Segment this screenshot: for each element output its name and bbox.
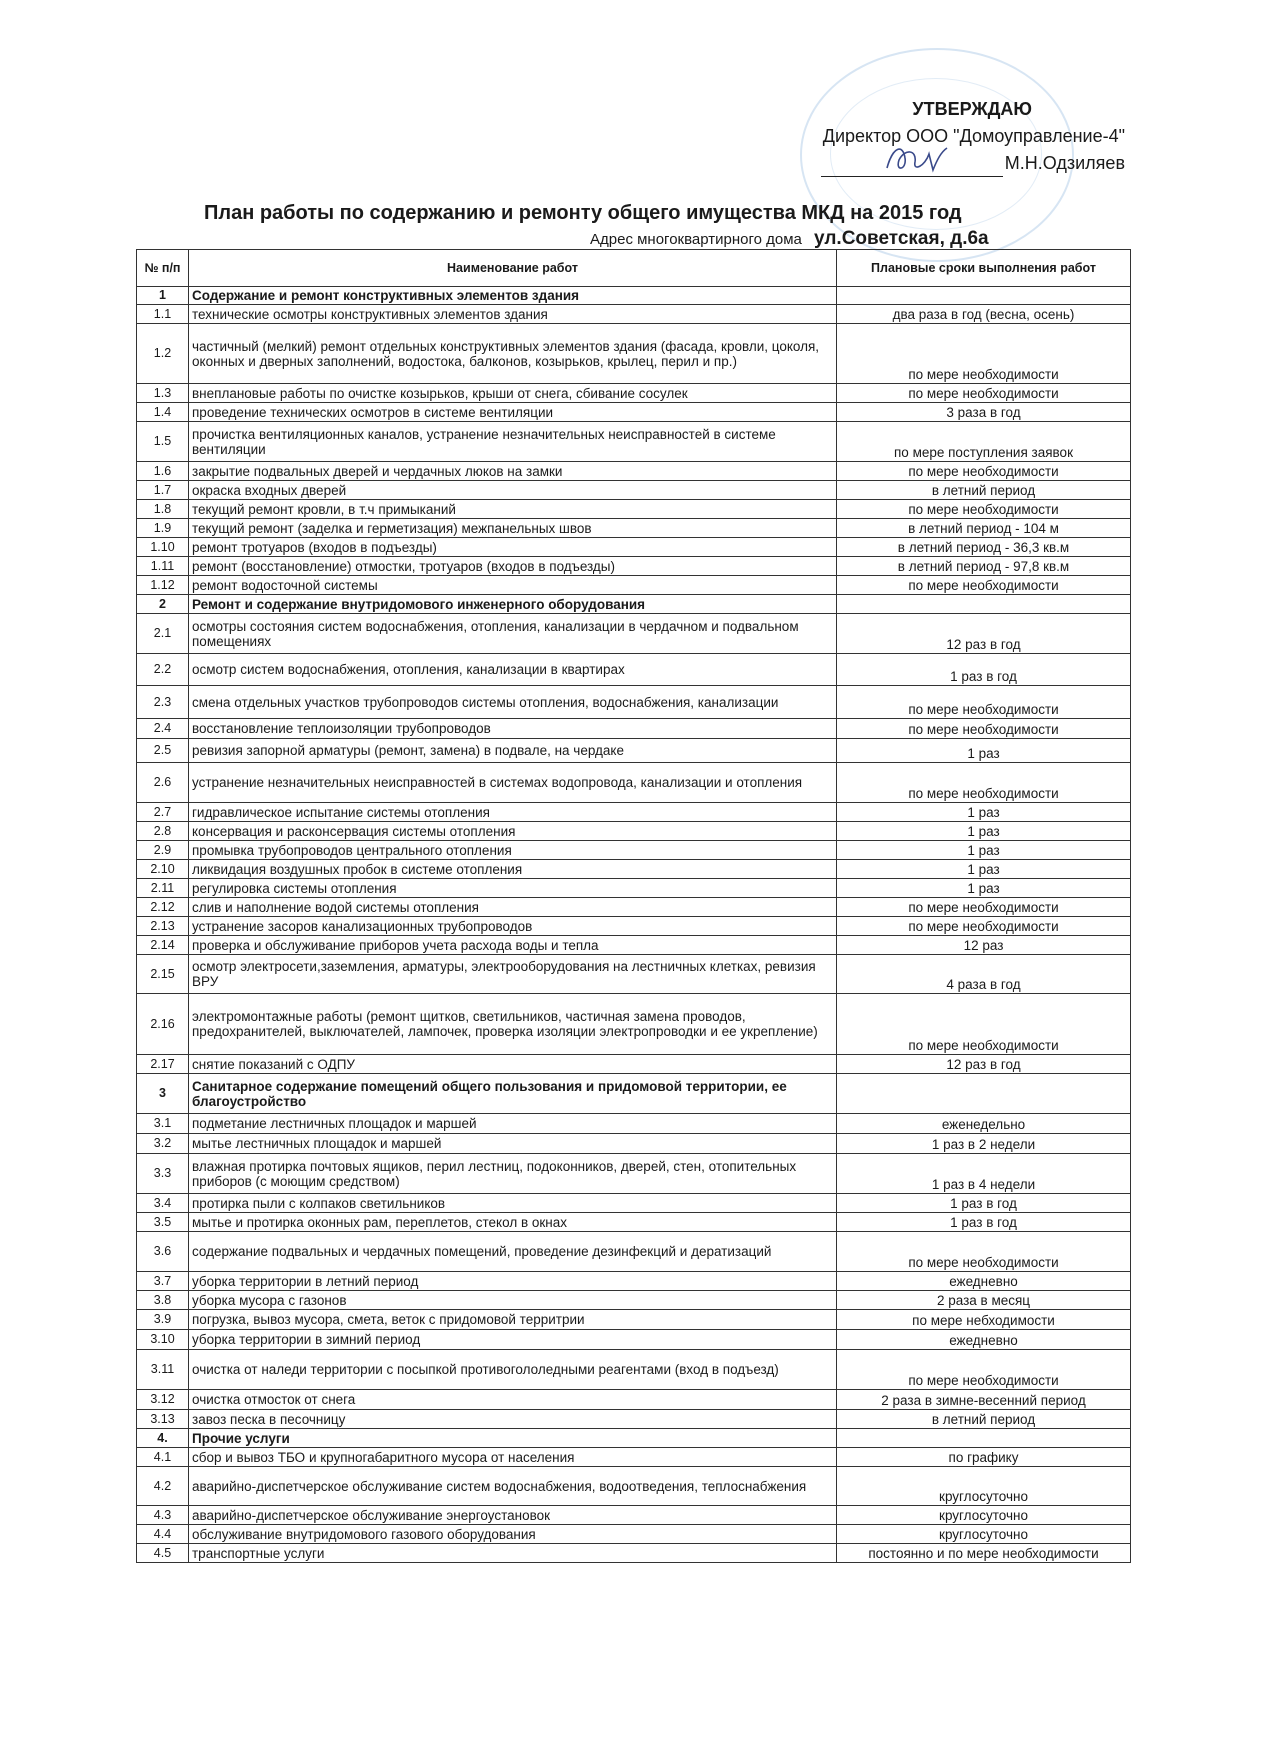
row-term: по мере небходимости	[837, 1310, 1131, 1330]
table-row	[137, 1350, 1131, 1390]
table-row	[137, 1134, 1131, 1154]
row-name: завоз песка в песочницу	[189, 1410, 837, 1429]
row-term: по мере необходимости	[837, 462, 1131, 481]
table-row	[137, 917, 1131, 936]
row-num: 4.4	[137, 1525, 189, 1544]
table-row	[137, 500, 1131, 519]
row-num: 1.8	[137, 500, 189, 519]
row-term: 12 раз в год	[837, 614, 1131, 654]
row-name: внеплановые работы по очистке козырьков, крыши от снега, сбивание сосулек	[189, 384, 837, 403]
row-term: круглосуточно	[837, 1525, 1131, 1544]
table-row	[137, 1390, 1131, 1410]
row-term: в летний период - 97,8 кв.м	[837, 557, 1131, 576]
row-name: проведение технических осмотров в системе вентиляции	[189, 403, 837, 422]
table-row	[137, 1272, 1131, 1291]
row-num: 2.9	[137, 841, 189, 860]
row-name: обслуживание внутридомового газового оборудования	[189, 1525, 837, 1544]
row-term: 1 раз	[837, 879, 1131, 898]
row-num: 3.13	[137, 1410, 189, 1429]
row-name: промывка трубопроводов центрального отопления	[189, 841, 837, 860]
row-name: частичный (мелкий) ремонт отдельных конструктивных элементов здания (фасада, кровли, цоколя, оконных и дверных заполнений, водостока, балконов, козырьков, крылец, перил и пр.)	[189, 324, 837, 384]
row-num: 1.2	[137, 324, 189, 384]
section-row	[137, 1429, 1131, 1448]
table-row	[137, 719, 1131, 739]
row-num: 1.10	[137, 538, 189, 557]
row-term: по мере необходимости	[837, 994, 1131, 1055]
table-row	[137, 538, 1131, 557]
table-row	[137, 803, 1131, 822]
row-name: аварийно-диспетчерское обслуживание систем водоснабжения, водоотведения, теплоснабжения	[189, 1467, 837, 1506]
row-num: 3.12	[137, 1390, 189, 1410]
table-row	[137, 1525, 1131, 1544]
header-num: № п/п	[137, 250, 189, 287]
row-name: ликвидация воздушных пробок в системе отопления	[189, 860, 837, 879]
row-name: уборка мусора с газонов	[189, 1291, 837, 1310]
row-name: уборка территории в летний период	[189, 1272, 837, 1291]
table-row	[137, 305, 1131, 324]
table-row	[137, 763, 1131, 803]
row-term: 1 раз в год	[837, 654, 1131, 686]
row-num: 1.1	[137, 305, 189, 324]
row-term: 1 раз в год	[837, 1194, 1131, 1213]
table-row	[137, 860, 1131, 879]
row-term: по мере необходимости	[837, 324, 1131, 384]
address-label: Адрес многоквартирного дома	[590, 231, 802, 248]
row-term: по мере поступления заявок	[837, 422, 1131, 462]
row-term: в летний период	[837, 481, 1131, 500]
row-name: транспортные услуги	[189, 1544, 837, 1563]
row-term	[837, 287, 1131, 305]
row-term: по мере необходимости	[837, 500, 1131, 519]
table-row	[137, 1213, 1131, 1232]
table-row	[137, 1154, 1131, 1194]
row-name: слив и наполнение водой системы отопления	[189, 898, 837, 917]
row-num: 3.8	[137, 1291, 189, 1310]
row-num: 3.2	[137, 1134, 189, 1154]
row-name: проверка и обслуживание приборов учета расхода воды и тепла	[189, 936, 837, 955]
approval-heading: УТВЕРЖДАЮ	[912, 99, 1032, 119]
row-term: 2 раза в месяц	[837, 1291, 1131, 1310]
table-row	[137, 994, 1131, 1055]
row-num: 1.11	[137, 557, 189, 576]
approval-block	[821, 96, 1125, 177]
page-title: План работы по содержанию и ремонту общего имущества МКД на 2015 год	[204, 202, 962, 224]
row-name: уборка территории в зимний период	[189, 1330, 837, 1350]
row-term	[837, 1074, 1131, 1114]
table-row	[137, 614, 1131, 654]
row-term: по мере необходимости	[837, 763, 1131, 803]
table-row	[137, 481, 1131, 500]
row-num: 2.12	[137, 898, 189, 917]
row-term: 12 раз	[837, 936, 1131, 955]
row-name: ремонт тротуаров (входов в подъезды)	[189, 538, 837, 557]
row-name: Содержание и ремонт конструктивных элементов здания	[189, 287, 837, 305]
row-term: по мере необходимости	[837, 898, 1131, 917]
row-num: 2.16	[137, 994, 189, 1055]
row-name: осмотр систем водоснабжения, отопления, канализации в квартирах	[189, 654, 837, 686]
row-name: сбор и вывоз ТБО и крупногабаритного мусора от населения	[189, 1448, 837, 1467]
row-num: 3.11	[137, 1350, 189, 1390]
row-num: 1.7	[137, 481, 189, 500]
row-num: 3.1	[137, 1114, 189, 1134]
row-name: технические осмотры конструктивных элементов здания	[189, 305, 837, 324]
signer-name: М.Н.Одзиляев	[1004, 153, 1125, 173]
table-row	[137, 576, 1131, 595]
row-name: осмотры состояния систем водоснабжения, отопления, канализации в чердачном и подвальном помещениях	[189, 614, 837, 654]
table-row	[137, 384, 1131, 403]
row-name: содержание подвальных и чердачных помещений, проведение дезинфекций и дератизаций	[189, 1232, 837, 1272]
address-row	[590, 228, 989, 250]
table-row	[137, 1410, 1131, 1429]
table-row	[137, 841, 1131, 860]
row-term: 1 раз	[837, 822, 1131, 841]
row-term	[837, 595, 1131, 614]
row-num: 3.10	[137, 1330, 189, 1350]
row-term: по мере необходимости	[837, 1232, 1131, 1272]
row-num: 2.8	[137, 822, 189, 841]
row-name: консервация и расконсервация системы отопления	[189, 822, 837, 841]
row-name: прочистка вентиляционных каналов, устранение незначительных неисправностей в системе вентиляции	[189, 422, 837, 462]
table-row	[137, 462, 1131, 481]
row-term: по мере необходимости	[837, 1350, 1131, 1390]
row-num: 2	[137, 595, 189, 614]
row-num: 1.9	[137, 519, 189, 538]
table-row	[137, 936, 1131, 955]
signature-line	[821, 154, 1003, 177]
row-term: ежедневно	[837, 1330, 1131, 1350]
row-num: 2.1	[137, 614, 189, 654]
row-num: 1.6	[137, 462, 189, 481]
row-term: два раза в год (весна, осень)	[837, 305, 1131, 324]
table-row	[137, 1114, 1131, 1134]
row-term: круглосуточно	[837, 1506, 1131, 1525]
row-name: ремонт водосточной системы	[189, 576, 837, 595]
row-name: подметание лестничных площадок и маршей	[189, 1114, 837, 1134]
row-name: мытье и протирка оконных рам, переплетов, стекол в окнах	[189, 1213, 837, 1232]
table-row	[137, 1330, 1131, 1350]
row-num: 4.	[137, 1429, 189, 1448]
row-term: 1 раз	[837, 860, 1131, 879]
row-name: устранение засоров канализационных трубопроводов	[189, 917, 837, 936]
row-name: восстановление теплоизоляции трубопроводов	[189, 719, 837, 739]
row-term: по графику	[837, 1448, 1131, 1467]
row-num: 4.1	[137, 1448, 189, 1467]
row-num: 2.5	[137, 739, 189, 763]
row-name: мытье лестничных площадок и маршей	[189, 1134, 837, 1154]
table-row	[137, 1467, 1131, 1506]
table-row	[137, 1310, 1131, 1330]
row-name: погрузка, вывоз мусора, смета, веток с придомовой территрии	[189, 1310, 837, 1330]
section-row	[137, 595, 1131, 614]
table-row	[137, 879, 1131, 898]
section-row	[137, 1074, 1131, 1114]
row-num: 1.12	[137, 576, 189, 595]
row-num: 1.5	[137, 422, 189, 462]
table-row	[137, 1055, 1131, 1074]
row-term: круглосуточно	[837, 1467, 1131, 1506]
row-term: постоянно и по мере необходимости	[837, 1544, 1131, 1563]
row-num: 2.15	[137, 955, 189, 994]
table-row	[137, 1448, 1131, 1467]
row-num: 3.9	[137, 1310, 189, 1330]
row-term: еженедельно	[837, 1114, 1131, 1134]
table-row	[137, 1544, 1131, 1563]
row-num: 1	[137, 287, 189, 305]
row-name: Санитарное содержание помещений общего пользования и придомовой территории, ее благоустройство	[189, 1074, 837, 1114]
row-term: 3 раза в год	[837, 403, 1131, 422]
row-name: текущий ремонт кровли, в т.ч примыканий	[189, 500, 837, 519]
row-num: 3.4	[137, 1194, 189, 1213]
row-term: 12 раз в год	[837, 1055, 1131, 1074]
row-name: осмотр электросети,заземления, арматуры, электрооборудования на лестничных клетках, ревизия ВРУ	[189, 955, 837, 994]
address-value: ул.Советская, д.6а	[814, 228, 989, 249]
table-row	[137, 739, 1131, 763]
row-term: по мере необходимости	[837, 576, 1131, 595]
row-num: 2.6	[137, 763, 189, 803]
row-name: аварийно-диспетчерское обслуживание энергоустановок	[189, 1506, 837, 1525]
row-num: 3.7	[137, 1272, 189, 1291]
row-num: 3.5	[137, 1213, 189, 1232]
table-header-row	[137, 250, 1131, 287]
row-num: 2.10	[137, 860, 189, 879]
row-num: 2.3	[137, 686, 189, 719]
row-term: 2 раза в зимне-весенний период	[837, 1390, 1131, 1410]
row-name: влажная протирка почтовых ящиков, перил лестниц, подоконников, дверей, стен, отопительных приборов (с моющим средством)	[189, 1154, 837, 1194]
row-term: 1 раз в год	[837, 1213, 1131, 1232]
row-name: текущий ремонт (заделка и герметизация) межпанельных швов	[189, 519, 837, 538]
row-name: устранение незначительных неисправностей в системах водопровода, канализации и отопления	[189, 763, 837, 803]
row-name: регулировка системы отопления	[189, 879, 837, 898]
table-row	[137, 898, 1131, 917]
row-num: 2.17	[137, 1055, 189, 1074]
row-term: 1 раз	[837, 841, 1131, 860]
section-row	[137, 287, 1131, 305]
table-row	[137, 1232, 1131, 1272]
row-name: Прочие услуги	[189, 1429, 837, 1448]
row-num: 2.11	[137, 879, 189, 898]
row-name: смена отдельных участков трубопроводов системы отопления, водоснабжения, канализации	[189, 686, 837, 719]
row-num: 2.2	[137, 654, 189, 686]
row-name: окраска входных дверей	[189, 481, 837, 500]
row-name: ревизия запорной арматуры (ремонт, замена) в подвале, на чердаке	[189, 739, 837, 763]
table-row	[137, 324, 1131, 384]
row-num: 4.5	[137, 1544, 189, 1563]
signature-mark	[881, 140, 951, 178]
row-name: протирка пыли с колпаков светильников	[189, 1194, 837, 1213]
row-num: 4.3	[137, 1506, 189, 1525]
table-row	[137, 822, 1131, 841]
works-table	[136, 249, 1131, 1563]
table-row	[137, 557, 1131, 576]
row-term: 1 раз в 4 недели	[837, 1154, 1131, 1194]
row-term: ежедневно	[837, 1272, 1131, 1291]
row-name: ремонт (восстановление) отмостки, тротуаров (входов в подъезды)	[189, 557, 837, 576]
table-row	[137, 955, 1131, 994]
table-row	[137, 1194, 1131, 1213]
row-name: снятие показаний с ОДПУ	[189, 1055, 837, 1074]
row-num: 2.14	[137, 936, 189, 955]
row-term: по мере необходимости	[837, 384, 1131, 403]
row-num: 1.3	[137, 384, 189, 403]
row-name: гидравлическое испытание системы отопления	[189, 803, 837, 822]
row-num: 2.13	[137, 917, 189, 936]
row-name: очистка от наледи территории с посыпкой противогололедными реагентами (вход в подъезд)	[189, 1350, 837, 1390]
row-num: 3.3	[137, 1154, 189, 1194]
row-term: 1 раз	[837, 803, 1131, 822]
row-num: 1.4	[137, 403, 189, 422]
row-num: 2.4	[137, 719, 189, 739]
row-term: по мере необходимости	[837, 917, 1131, 936]
row-term: в летний период - 104 м	[837, 519, 1131, 538]
row-term: 1 раз	[837, 739, 1131, 763]
row-term: в летний период	[837, 1410, 1131, 1429]
table-row	[137, 654, 1131, 686]
row-term: по мере необходимости	[837, 719, 1131, 739]
row-num: 2.7	[137, 803, 189, 822]
row-term: 4 раза в год	[837, 955, 1131, 994]
approval-position: Директор ООО "Домоуправление-4"	[822, 126, 1125, 146]
table-row	[137, 1291, 1131, 1310]
row-num: 3.6	[137, 1232, 189, 1272]
table-row	[137, 422, 1131, 462]
row-num: 3	[137, 1074, 189, 1114]
signature-row	[821, 150, 1125, 177]
table-body	[137, 287, 1131, 1563]
header-term: Плановые сроки выполнения работ	[837, 250, 1131, 287]
row-name: электромонтажные работы (ремонт щитков, светильников, частичная замена проводов, предохранителей, выключателей, лампочек, проверка изоляции электропроводки и ее укрепление)	[189, 994, 837, 1055]
row-num: 4.2	[137, 1467, 189, 1506]
row-name: очистка отмосток от снега	[189, 1390, 837, 1410]
row-term: по мере необходимости	[837, 686, 1131, 719]
row-name: закрытие подвальных дверей и чердачных люков на замки	[189, 462, 837, 481]
table-row	[137, 686, 1131, 719]
table-row	[137, 1506, 1131, 1525]
header-name: Наименование работ	[189, 250, 837, 287]
table-row	[137, 519, 1131, 538]
row-term: 1 раз в 2 недели	[837, 1134, 1131, 1154]
row-name: Ремонт и содержание внутридомового инженерного оборудования	[189, 595, 837, 614]
row-term: в летний период - 36,3 кв.м	[837, 538, 1131, 557]
row-term	[837, 1429, 1131, 1448]
table-row	[137, 403, 1131, 422]
